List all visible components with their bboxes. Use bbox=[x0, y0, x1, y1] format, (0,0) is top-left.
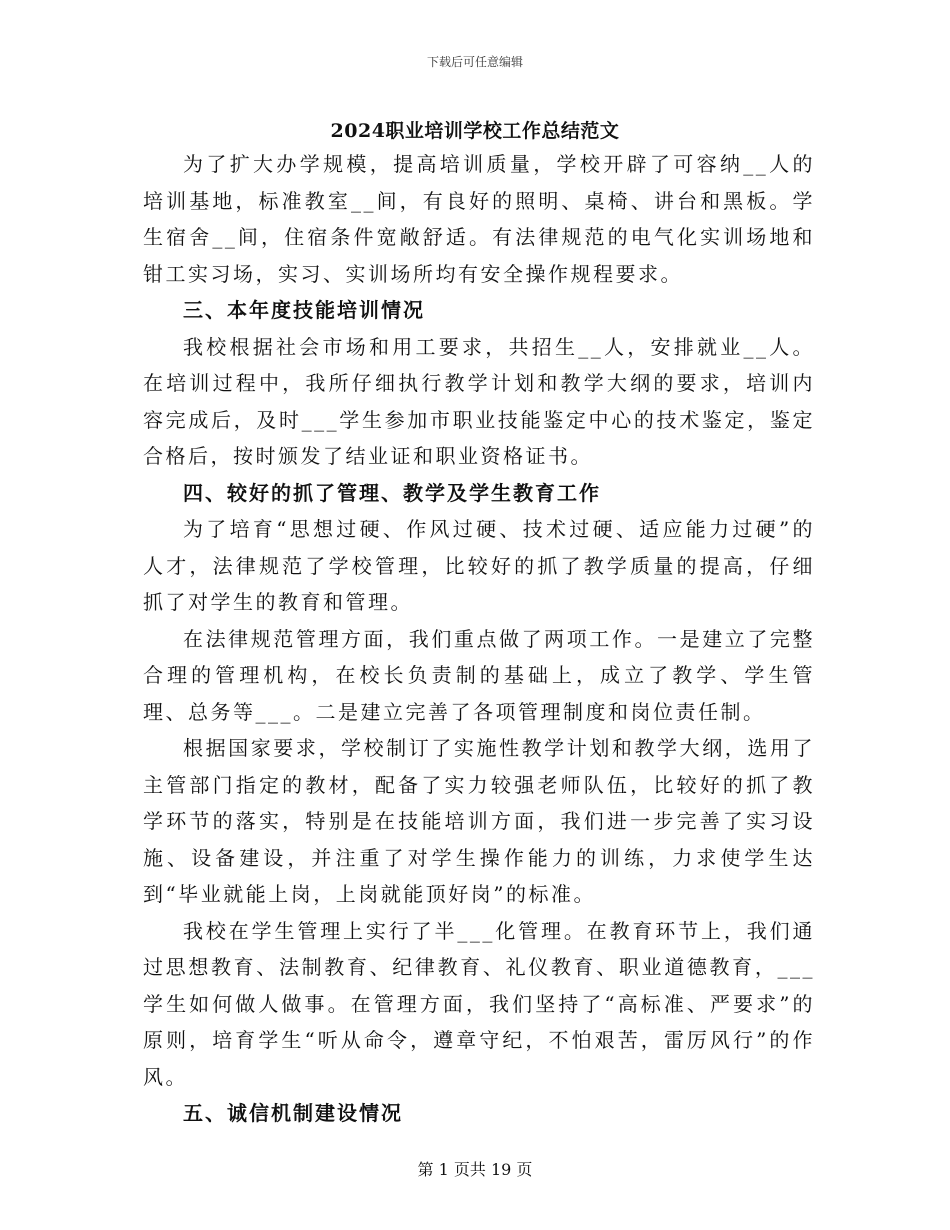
page-number: 第 1 页共 19 页 bbox=[417, 1160, 533, 1179]
section-heading-3: 三、本年度技能培训情况 bbox=[183, 298, 425, 322]
paragraph-student-management: 我校在学生管理上实行了半___化管理。在教育环节上，我们通过思想教育、法制教育、纪律教育、礼仪教育、职业道德教育，___学生如何做人做事。在管理方面，我们坚持了“高标准、严要求”的原则，培育学生“听从命令，遵章守纪，不怕艰苦，雷厉风行”的作风。 bbox=[143, 918, 815, 1089]
paragraph-management: 在法律规范管理方面，我们重点做了两项工作。一是建立了完整合理的管理机构，在校长负责制的基础上，成立了教学、学生管理、总务等___。二是建立完善了各项管理制度和岗位责任制。 bbox=[143, 626, 815, 724]
paragraph-talent-goal: 为了培育“思想过硬、作风过硬、技术过硬、适应能力过硬”的人才，法律规范了学校管理，比较好的抓了教学质量的提高，仔细抓了对学生的教育和管理。 bbox=[143, 517, 815, 614]
header-note: 下载后可任意编辑 bbox=[426, 55, 523, 69]
document-title: 2024职业培训学校工作总结范文 bbox=[330, 120, 620, 142]
section-heading-5: 五、诚信机制建设情况 bbox=[183, 1101, 403, 1125]
section-heading-4: 四、较好的抓了管理、教学及学生教育工作 bbox=[183, 480, 601, 505]
paragraph-enrollment: 我校根据社会市场和用工要求，共招生__人，安排就业__人。在培训过程中，我所仔细执行教学计划和教学大纲的要求，培训内容完成后，及时___学生参加市职业技能鉴定中心的技术鉴定，鉴定合格后，按时颁发了结业证和职业资格证书。 bbox=[143, 334, 815, 468]
paragraph-teaching-plan: 根据国家要求，学校制订了实施性教学计划和教学大纲，选用了主管部门指定的教材，配备了实力较强老师队伍，比较好的抓了教学环节的落实，特别是在技能培训方面，我们进一步完善了实习设施、设备建设，并注重了对学生操作能力的训练，力求使学生达到“毕业就能上岗，上岗就能顶好岗”的标准。 bbox=[143, 736, 815, 906]
paragraph-training-base: 为了扩大办学规模，提高培训质量，学校开辟了可容纳__人的培训基地，标准教室__间，有良好的照明、桌椅、讲台和黑板。学生宿舍__间，住宿条件宽敞舒适。有法律规范的电气化实训场地和钳工实习场，实习、实训场所均有安全操作规程要求。 bbox=[143, 152, 815, 286]
document-body bbox=[143, 146, 815, 1132]
